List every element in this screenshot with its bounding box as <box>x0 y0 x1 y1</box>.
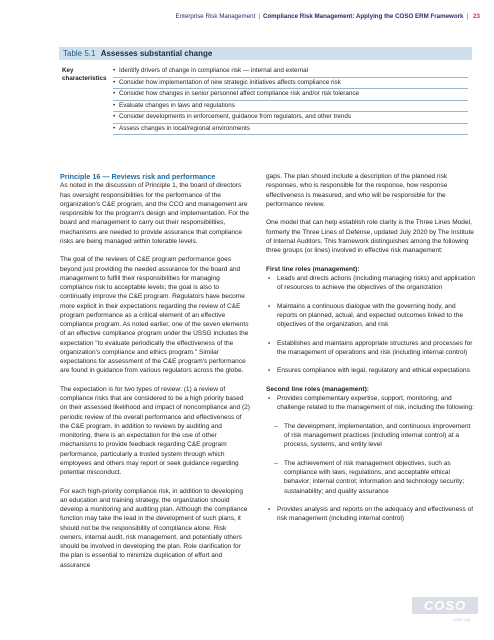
table-row-label-line1: Key <box>62 67 74 74</box>
right-column <box>266 172 476 533</box>
list-item <box>266 394 476 413</box>
coso-url: coso.org <box>452 617 470 622</box>
table-caption: Assesses substantial change <box>100 49 213 58</box>
list-item: • Identify drivers of change in compliance risk — internal and external <box>113 66 468 78</box>
paragraph: The expectation is for two types of review: (1) a review of compliance risks that are considered to be a high priority based on their assessed likelihood and impact of noncompliance and (2) periodic review of the overall performance and effectiveness of the C&E program. In addition to reviews by auditing and monitoring, there is an expectation for the use of other mechanisms to provide feedback regarding C&E program performance, particularly a trusted system through which employees and others may report or seek guidance regarding potential misconduct. <box>60 385 250 476</box>
paragraph: gaps. The plan should include a description of the planned risk responses, who is responsible for the response, how response effectiveness is measured, and who will be responsible for the performance review. <box>266 173 448 208</box>
sub-list-item: – The development, implementation, and continuous improvement of risk management practices (including internal control) at a process, systems, and entity level <box>266 422 476 450</box>
left-column <box>60 172 250 579</box>
second-line-list <box>266 394 476 413</box>
list-item-text: Provides complementary expertise, support, monitoring, and challenge related to the management of risk, including the following: <box>277 395 474 412</box>
list-item: • Assess changes in local/regional environments <box>113 124 468 136</box>
header-left: Enterprise Risk Management <box>175 13 256 20</box>
paragraph: As noted in the discussion of Principle 1, the board of directors has oversight responsibilities for the performance of the organization's C&E program, and the CCO and management are responsible for the program's design and implementation. For the board and management to carry out their responsibilities, mechanisms are needed to provide assurance that compliance risks are being managed within tolerable levels. <box>60 182 250 245</box>
list-item: • Provides analysis and reports on the adequacy and effectiveness of risk management (including internal control) <box>266 505 476 524</box>
sub-list-item: – The achievement of risk management objectives, such as compliance with laws, regulations, and acceptable ethical behavior; internal control; information and technology security; sustainability; and quality assurance <box>266 459 476 496</box>
page-number: 23 <box>473 13 480 20</box>
list-item: • Establishes and maintains appropriate structures and processes for the management of operations and risk (including internal control) <box>266 339 476 358</box>
table-row-label-line2: characteristics <box>62 75 107 82</box>
coso-logo: COSO <box>412 597 478 614</box>
second-line-sublist <box>266 422 476 496</box>
paragraph: The goal of the reviews of C&E program performance goes beyond just providing the needed assurance for the board and management to fulfill their responsibilities for managing compliance risk to acceptable levels; the goal is also to continually improve the C&E program. Regulators have become more explicit in their expectations regarding the review of C&E program performance as a critical element of an effective compliance program. As noted earlier, one of the seven elements of an effective compliance program under the USSG includes the expectation "to evaluate periodically the effectiveness of the organization's compliance and ethics program." Similar expectations for assessment of the C&E program's performance are found in guidance from various regulators across the globe. <box>60 256 249 375</box>
table-caption-bar <box>59 47 472 60</box>
principle-heading: Principle 16 — Reviews risk and performance <box>60 172 216 181</box>
table-number: Table 5.1 <box>63 49 96 58</box>
first-line-heading: First line roles (management): <box>266 265 360 273</box>
list-item: • Consider how changes in senior personnel affect compliance risk and/or risk tolerance <box>113 89 468 101</box>
first-line-list <box>266 274 476 376</box>
list-item: • Ensures compliance with legal, regulatory and ethical expectations <box>266 366 476 375</box>
running-header: Enterprise Risk Management | Compliance Risk Management: Applying the COSO ERM Framework | 23 <box>175 13 480 20</box>
list-item: • Consider developments in enforcement, guidance from regulators, and other trends <box>113 112 468 124</box>
list-item: • Consider how implementation of new strategic initiatives affects compliance risk <box>113 78 468 90</box>
paragraph: One model that can help establish role clarity is the Three Lines Model, formerly the Three Lines of Defense, updated July 2020 by The Institute of Internal Auditors. This framework distinguishes among the following three groups (or lines) involved in effective risk management: <box>266 219 474 254</box>
paragraph: For each high-priority compliance risk, in addition to developing an education and training strategy, the organization should develop a monitoring and auditing plan. Although the compliance function may take the lead in the development of such plans, it should not be the responsibility of compliance alone. Risk owners, internal audit, risk management, and potentially others should be involved in developing the plan. Role clarification for the plan is essential to minimize duplication of effort and assurance <box>60 487 248 569</box>
table-row-label <box>62 67 106 83</box>
second-line-list-cont <box>266 505 476 524</box>
list-item: • Maintains a continuous dialogue with the governing body, and reports on planned, actual, and expected outcomes linked to the objectives of the organization, and risk <box>266 302 476 330</box>
second-line-heading: Second line roles (management): <box>266 385 369 393</box>
header-title: Compliance Risk Management: Applying the COSO ERM Framework <box>262 13 464 20</box>
list-item: • Evaluate changes in laws and regulations <box>113 101 468 113</box>
list-item: • Leads and directs actions (including managing risks) and application of resources to achieve the objectives of the organization <box>266 274 476 293</box>
key-characteristics-list <box>113 66 468 135</box>
